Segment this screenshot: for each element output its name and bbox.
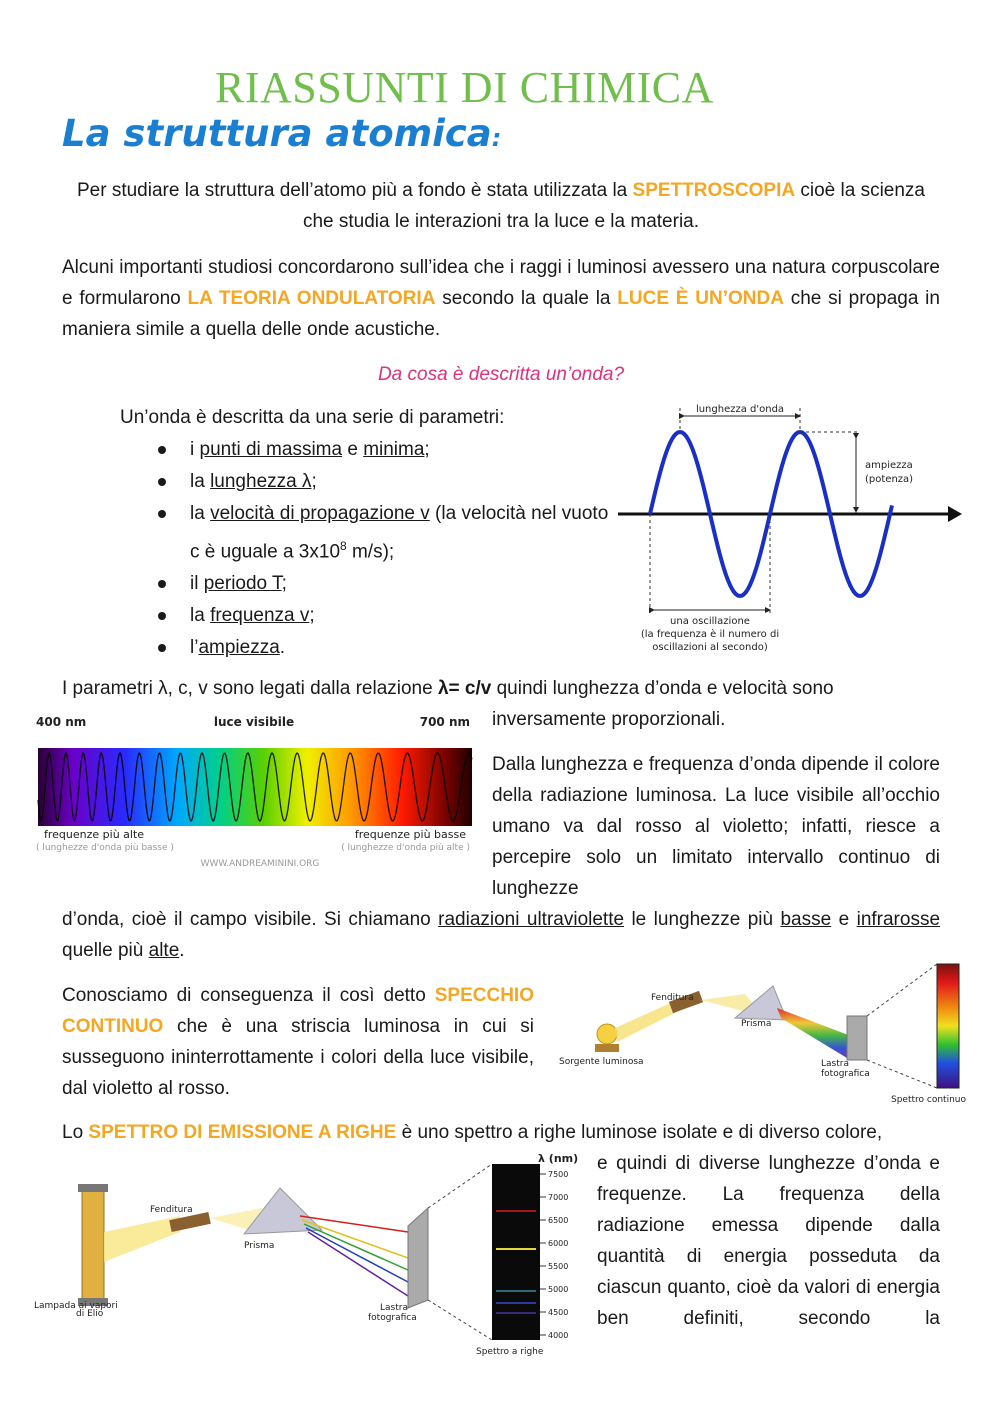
item-text: la: [190, 471, 211, 492]
relation-text-1: I parametri λ, c, v sono legati dalla relazione: [62, 678, 438, 699]
emission-paragraph: e quindi di diverse lunghezze d’onda e frequenze. La frequenza della radiazione emessa dipende dalla quantità di energia posseduta da ciascun quanto, cioè da valori di energia ben definiti, secondo la: [597, 1153, 940, 1329]
emission-line: [496, 1290, 536, 1292]
params-block: [120, 402, 610, 664]
plate-icon: [408, 1208, 428, 1308]
amplitude-label: ampiezza: [865, 460, 913, 471]
scale-tick-label: 5500: [548, 1262, 569, 1271]
color-text: .: [179, 940, 185, 961]
color-term: infrarosse: [856, 909, 941, 930]
intro-text-2: cioè la scienza che studia le interazioni tra la luce e la materia.: [302, 180, 925, 232]
continuous-paragraph: [62, 980, 534, 1104]
plate-label-2: fotografica: [368, 1313, 417, 1323]
continuous-spectrum-label: Spettro continuo: [891, 1095, 966, 1105]
para2-highlight-2: LUCE È UN’ONDA: [617, 288, 784, 309]
color-paragraph-cont: [62, 904, 940, 966]
item-term: velocità di propagazione v: [210, 503, 430, 524]
continuous-text-1: Conosciamo di conseguenza il così detto: [62, 985, 435, 1006]
spectrum-left-label: 400 nm: [36, 715, 87, 729]
color-term: alte: [148, 940, 180, 961]
bullet: [158, 580, 166, 588]
emission-line: [62, 1117, 940, 1148]
amplitude-sublabel: (potenza): [865, 474, 914, 485]
scale-tick-label: 7500: [548, 1170, 569, 1179]
section-title-colon: :: [491, 124, 502, 152]
scale-title: λ (nm): [538, 1152, 579, 1165]
axis-arrow: [948, 506, 962, 522]
spectrum-low-right-note: ( lunghezze d'onda più alte ): [341, 843, 470, 853]
bullet: [158, 510, 166, 518]
item-text: la: [190, 503, 211, 524]
continuous-spectrum-figure: [555, 962, 995, 1106]
item-term: ampiezza: [198, 637, 280, 659]
item-text: la: [190, 605, 211, 627]
para2-text-1: Alcuni importanti studiosi concordarono sull’idea che i raggi i luminosi avessero una natura corpuscolare e formularono: [62, 257, 940, 309]
scale-tick-label: 7000: [548, 1193, 569, 1202]
item-text: e: [342, 439, 364, 460]
line-spectrum-figure: [30, 1150, 585, 1360]
color-text: d’onda, cioè il campo visibile. Si chiamano: [62, 909, 439, 930]
item-term: frequenza v: [210, 605, 310, 627]
relation-line: [62, 673, 940, 704]
prism-label: Prisma: [244, 1241, 275, 1251]
params-intro: Un’onda è descritta da una serie di parametri:: [120, 407, 505, 428]
list-item: [142, 466, 610, 498]
lamp-label-2: di Elio: [76, 1309, 104, 1319]
line-spectrum-caption: Spettro a righe: [476, 1347, 544, 1357]
list-item: [142, 600, 610, 632]
spectrum-right-label: 700 nm: [419, 715, 470, 729]
bullet: [158, 446, 166, 454]
para2-text-3: che si propaga in maniera simile a quella delle onde acustiche.: [62, 288, 940, 340]
list-item: [142, 434, 610, 466]
intro-highlight: SPETTROSCOPIA: [632, 180, 796, 201]
visible-spectrum-figure: [30, 710, 480, 870]
spectrum-credit: WWW.ANDREAMININI.ORG: [200, 859, 320, 869]
para2-highlight-1: LA TEORIA ONDULATORIA: [187, 288, 436, 309]
plate-label-1: Lastra: [380, 1303, 408, 1313]
continuous-spectrum-strip: [937, 964, 959, 1088]
section-title-text: La struttura atomica: [62, 112, 492, 155]
item-text: i: [190, 439, 200, 460]
source-label: Sorgente luminosa: [559, 1057, 644, 1067]
emission-text-1: Lo: [62, 1122, 89, 1143]
emission-line: [496, 1248, 536, 1250]
scale-tick-label: 5000: [548, 1285, 569, 1294]
continuous-text-2: che è una striscia luminosa in cui si susseguono ininterrottamente i colori della luce visibile, dal violetto al rosso.: [62, 1016, 534, 1099]
item-text: il: [190, 573, 204, 595]
item-text: .: [279, 637, 286, 659]
item-term: minima: [363, 439, 425, 460]
wavelength-scale: [540, 1170, 568, 1340]
item-term: lunghezza λ: [210, 471, 312, 492]
question-heading: Da cosa è descritta un’onda?: [377, 364, 625, 385]
helium-lamp-icon: [82, 1190, 104, 1300]
scale-tick-label: 6000: [548, 1239, 569, 1248]
color-text: quelle più: [62, 940, 149, 961]
wave-theory-paragraph: [62, 252, 940, 345]
scale-tick-label: 4500: [548, 1308, 569, 1317]
emission-text-2: è uno spettro a righe luminose isolate e di diverso colore,: [396, 1122, 883, 1143]
color-text: e: [831, 909, 857, 930]
plate-label-1: Lastra: [821, 1059, 849, 1069]
intro-text-1: Per studiare la struttura dell’atomo più a fondo è stata utilizzata la: [76, 180, 633, 201]
bullet: [158, 612, 166, 620]
item-text: m/s);: [346, 541, 395, 563]
color-term: basse: [780, 909, 832, 930]
item-text: ;: [281, 573, 287, 595]
emission-line: [496, 1312, 536, 1314]
slit-label: Fenditura: [651, 993, 694, 1003]
relation-continuation: inversamente proporzionali.: [492, 709, 726, 730]
wave-diagram: [610, 400, 970, 662]
bullet: [158, 644, 166, 652]
color-text: le lunghezze più: [624, 909, 781, 930]
section-title: [62, 112, 501, 155]
page-title: RIASSUNTI DI CHIMICA: [215, 63, 714, 112]
para2-text-2: secondo la quale la: [435, 288, 618, 309]
lamp-label-1: Lampada ai vapori: [34, 1301, 118, 1311]
superscript: 8: [340, 539, 347, 553]
bullet: [158, 478, 166, 486]
spectrum-low-right: frequenze più basse: [354, 828, 466, 841]
oscillation-label: una oscillazione: [670, 616, 750, 627]
item-term: periodo T: [203, 573, 282, 595]
prism-label: Prisma: [741, 1019, 772, 1029]
oscillation-note-1: (la frequenza è il numero di: [640, 629, 780, 640]
color-term: radiazioni ultraviolette: [438, 909, 625, 930]
list-item: [142, 568, 610, 600]
spectrum-center-label: luce visibile: [213, 715, 295, 729]
continuous-highlight: SPECCHIO CONTINUO: [62, 985, 534, 1037]
relation-formula: λ= c/v: [437, 678, 492, 699]
scale-tick-label: 6500: [548, 1216, 569, 1225]
emission-line: [496, 1302, 536, 1304]
list-item: [142, 632, 610, 664]
emission-highlight: SPETTRO DI EMISSIONE A RIGHE: [88, 1122, 397, 1143]
params-list: [142, 434, 610, 664]
item-text: ;: [309, 605, 315, 627]
slit-label: Fenditura: [150, 1205, 193, 1215]
spectrum-low-left-note: ( lunghezze d'onda più basse ): [36, 843, 174, 853]
item-term: punti di massima: [199, 439, 343, 460]
item-text: (la velocità nel vuoto c è uguale a 3x10: [190, 503, 609, 563]
spectrum-low-left: frequenze più alte: [44, 828, 145, 841]
wavelength-label: lunghezza d'onda: [695, 404, 785, 415]
emission-line: [496, 1210, 536, 1212]
oscillation-note-2: oscillazioni al secondo): [652, 642, 768, 653]
item-text: ;: [424, 439, 430, 460]
scale-tick-label: 4000: [548, 1331, 569, 1340]
relation-text-2: quindi lunghezza d’onda e velocità sono: [491, 678, 834, 699]
item-text: ;: [311, 471, 317, 492]
light-source-icon: [597, 1024, 617, 1044]
plate-icon: [847, 1016, 867, 1060]
intro-paragraph: [62, 175, 940, 237]
color-paragraph: Dalla lunghezza e frequenza d’onda dipende il colore della radiazione luminosa. La luce visibile all’occhio umano va dal rosso al violetto; infatti, riesce a percepire solo un limitato intervallo continuo di lunghezze: [492, 754, 940, 899]
item-text: l’: [190, 637, 199, 659]
list-item: [142, 498, 610, 568]
plate-label-2: fotografica: [821, 1069, 870, 1079]
